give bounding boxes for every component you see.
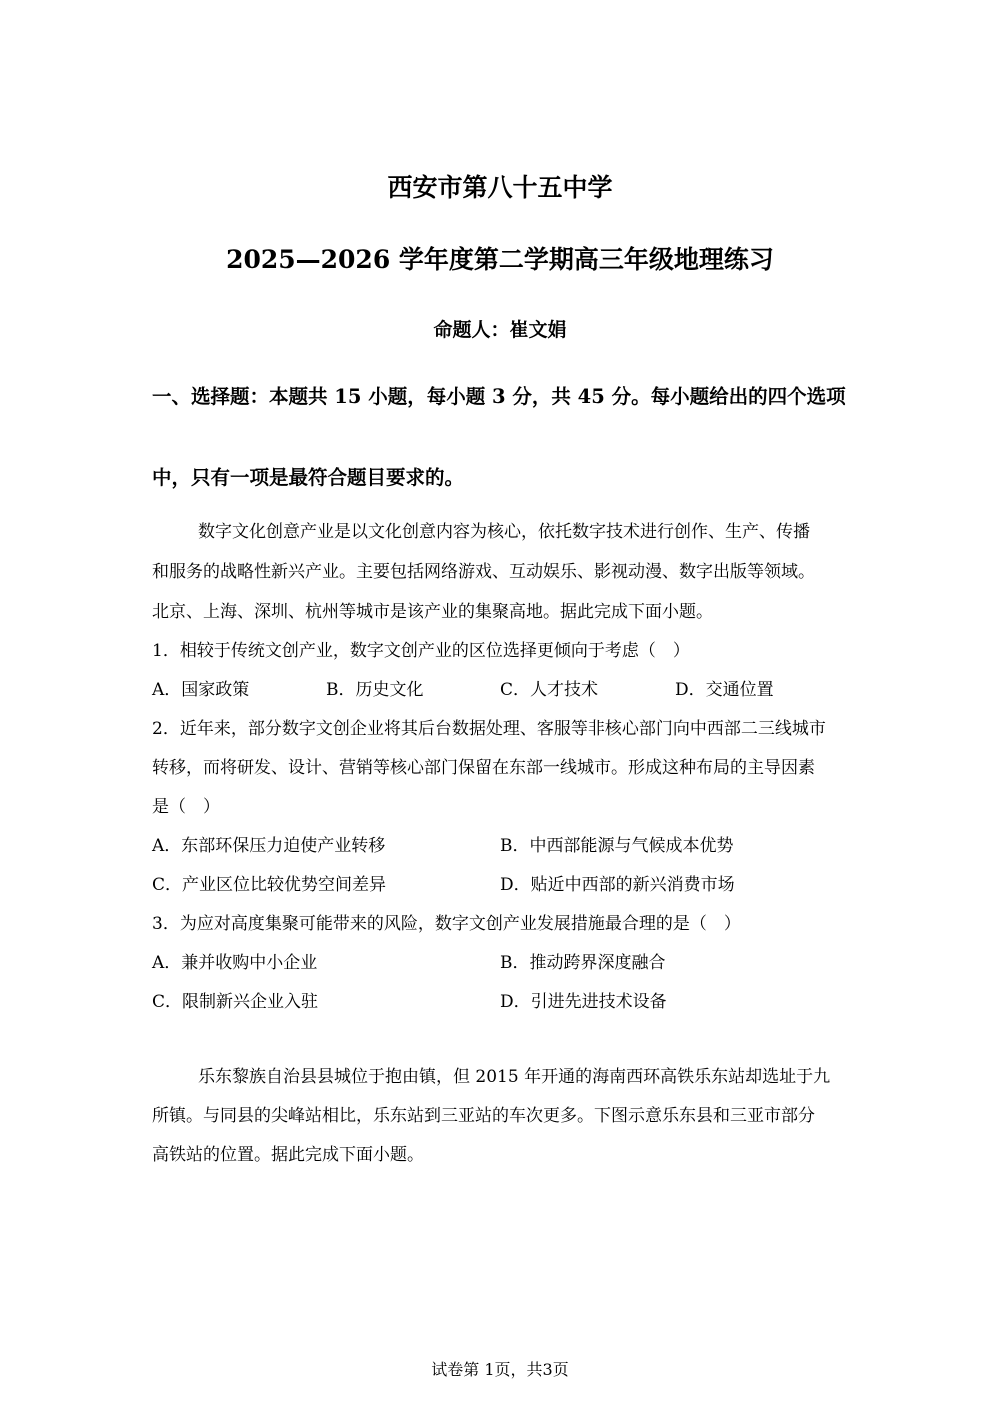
question-2-option-a[interactable]: A．东部环保压力迫使产业转移 [152,836,386,856]
page-footer: 试卷第 1页，共3页 [431,1360,569,1379]
question-2-option-b[interactable]: B．中西部能源与气候成本优势 [500,836,734,856]
section-heading-line1: 一、选择题：本题共 15 小题，每小题 3 分，共 45 分。每小题给出的四个选项 [152,385,846,408]
passage2-line: 高铁站的位置。据此完成下面小题。 [152,1145,424,1165]
passage1-line: 数字文化创意产业是以文化创意内容为核心，依托数字技术进行创作、生产、传播 [198,522,810,542]
passage1-line: 北京、上海、深圳、杭州等城市是该产业的集聚高地。据此完成下面小题。 [152,602,713,622]
question-1-stem: 1．相较于传统文创产业，数字文创产业的区位选择更倾向于考虑（ ） [152,641,690,661]
question-3-option-b[interactable]: B．推动跨界深度融合 [500,953,666,973]
question-3-option-a[interactable]: A．兼并收购中小企业 [152,953,318,973]
question-3-stem: 3．为应对高度集聚可能带来的风险，数字文创产业发展措施最合理的是（ ） [152,914,741,934]
author-line: 命题人：崔文娟 [433,319,567,341]
question-1-option-d[interactable]: D．交通位置 [675,680,774,700]
question-1-option-a[interactable]: A．国家政策 [152,680,250,700]
passage2-line: 乐东黎族自治县县城位于抱由镇，但 2015 年开通的海南西环高铁乐东站却选址于九 [198,1067,831,1087]
question-2-option-c[interactable]: C．产业区位比较优势空间差异 [152,875,387,895]
section-heading-line2: 中，只有一项是最符合题目要求的。 [152,466,465,489]
passage2-line: 所镇。与同县的尖峰站相比，乐东站到三亚站的车次更多。下图示意乐东县和三亚市部分 [152,1106,815,1126]
school-name: 西安市第八十五中学 [387,173,613,202]
question-2-stem: 2．近年来，部分数字文创企业将其后台数据处理、客服等非核心部门向中西部二三线城市 [152,719,826,739]
question-1-option-c[interactable]: C．人才技术 [500,680,599,700]
question-2-option-d[interactable]: D．贴近中西部的新兴消费市场 [500,875,735,895]
question-1-option-b[interactable]: B．历史文化 [326,680,424,700]
question-2-stem: 是（ ） [152,797,220,817]
passage1-line: 和服务的战略性新兴产业。主要包括网络游戏、互动娱乐、影视动漫、数字出版等领域。 [152,562,815,582]
question-3-option-d[interactable]: D．引进先进技术设备 [500,992,667,1012]
exam-title: 2025—2026 学年度第二学期高三年级地理练习 [226,245,774,274]
question-3-option-c[interactable]: C．限制新兴企业入驻 [152,992,319,1012]
question-2-stem: 转移，而将研发、设计、营销等核心部门保留在东部一线城市。形成这种布局的主导因素 [152,758,815,778]
